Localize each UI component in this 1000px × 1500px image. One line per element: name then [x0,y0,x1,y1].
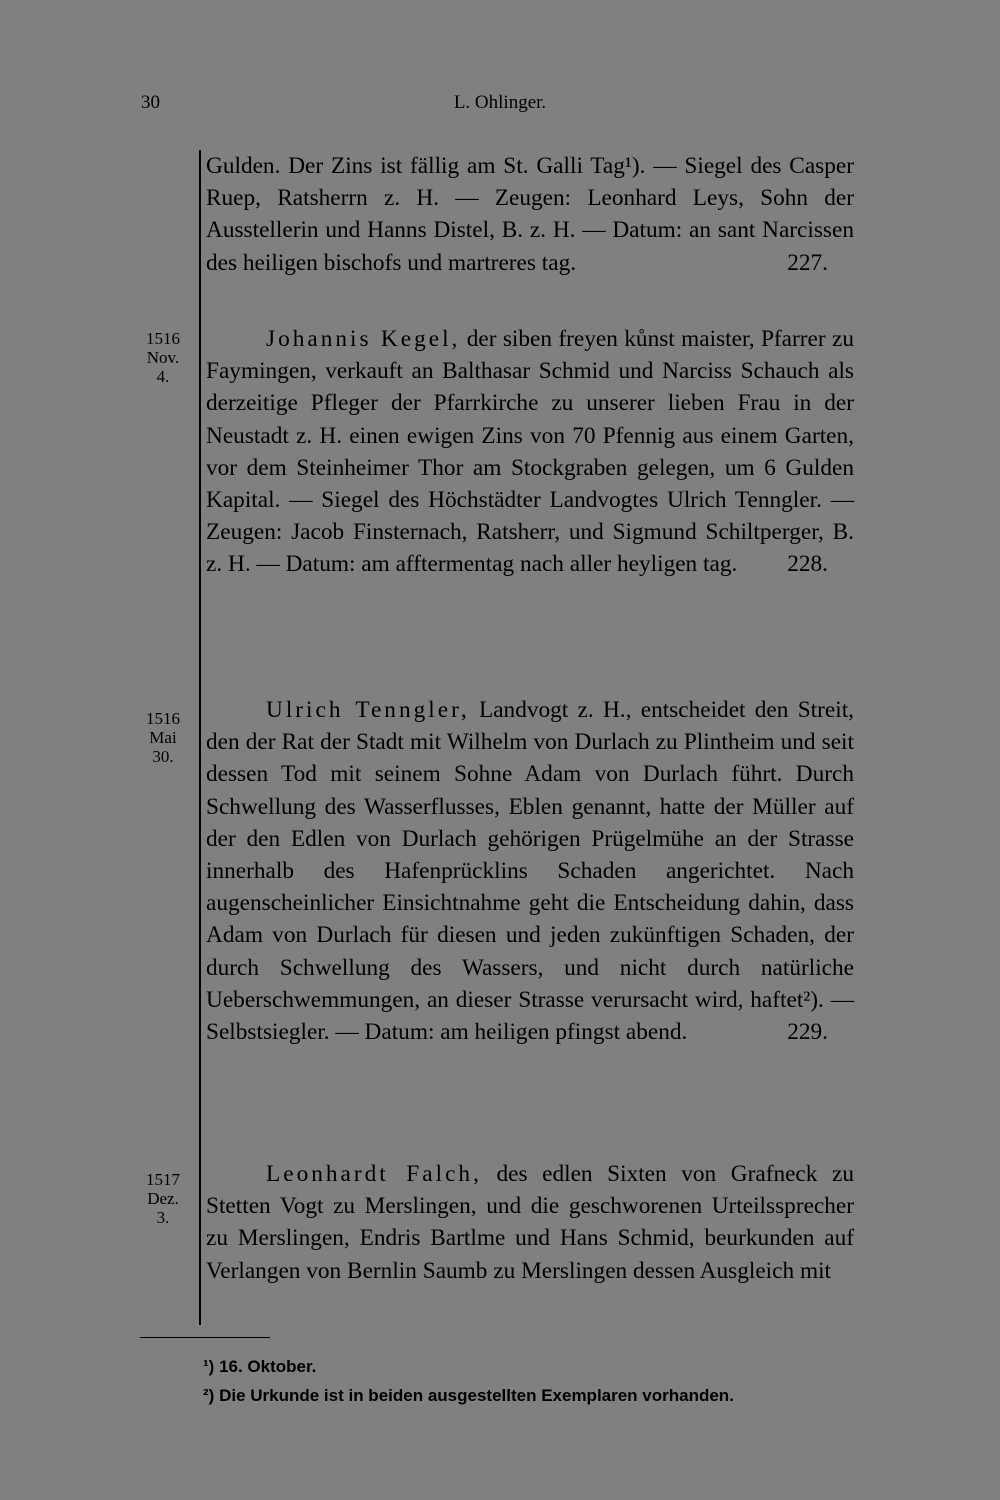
date-day: 4. [156,367,170,386]
running-title: L. Ohlinger. [453,92,547,113]
footnote-mark: ²) [203,1386,215,1405]
entry-text: Ulrich Tenngler, Landvogt z. H., entscheidet den Streit, den der Rat der Stadt mit Wilhelm von Durlach zu Plintheim und seit dessen Tod mit seinem Sohne Adam von Durlach führt. Durch Schwellung des Wasserflusses, Eblen genannt, hatte der Müller auf der den Edlen von Durlach gehörigen Prügelmühe an der Strasse innerhalb des Hafenprücklins Schaden angerichtet. Nach augenscheinlicher Einsichtnahme geht die Entscheidung dahin, dass Adam von Durlach für diesen und jeden zukünftigen Schaden, der durch Schwellung des Wassers, und nicht durch natürliche Ueberschwemmungen, an dieser Strasse verursacht wird, haftet²). — Selbstsiegler. — Datum: am heiligen pfingst abend. 229. [206,694,854,1048]
footnote-text: 16. Oktober. [219,1357,317,1376]
date-month: Dez. [147,1189,179,1208]
entry-number: 229. [787,1019,828,1046]
date-month: Mai [149,728,177,747]
entry-number: 228. [787,551,828,578]
entry-227 [206,150,854,279]
entry-text: Johannis Kegel, der siben freyen kůnst maister, Pfarrer zu Faymingen, verkauft an Balthasar Schmid und Narciss Schauch als derzeitige Pfleger der Pfarrkirche zu unserer lieben Frau in der Neustadt z. H. einen ewigen Zins von 70 Pfennig aus einem Garten, vor dem Steinheimer Thor am Stockgraben gelegen, um 6 Gulden Kapital. — Siegel des Höchstädter Landvogtes Ulrich Tenngler. — Zeugen: Jacob Finsternach, Ratsherr, und Sigmund Schiltperger, B. z. H. — Datum: am afftermentag nach aller heyligen tag. 228. [206,323,854,581]
entry-issuer: Ulrich Tenngler, [266,697,470,723]
footnote-text: Die Urkunde ist in beiden ausgestellten Exemplaren vorhanden. [219,1386,734,1405]
margin-date-230 [130,1170,196,1227]
margin-rule [199,150,201,1325]
page-number: 30 [141,92,160,113]
footnote-1 [203,1352,903,1381]
footnote-2 [203,1381,903,1410]
date-year: 1516 [146,329,180,348]
date-year: 1516 [146,709,180,728]
entry-issuer: Leonhardt Falch, [266,1161,482,1187]
entry-text: Leonhardt Falch, des edlen Sixten von Grafneck zu Stetten Vogt zu Merslingen, und die geschworenen Urteilssprecher zu Merslingen, Endris Bartlme und Hans Schmid, beurkunden auf Verlangen von Bernlin Saumb zu Merslingen dessen Ausgleich mit [206,1161,854,1284]
entry-issuer: Johannis Kegel, [266,326,461,352]
page-header [0,92,1000,124]
entry-text: Gulden. Der Zins ist fällig am St. Galli Tag¹). — Siegel des Casper Ruep, Ratsherrn z. H. — Zeugen: Leonhard Leys, Sohn der Ausstellerin und Hanns Distel, B. z. H. — Datum: an sant Narcissen des heiligen bischofs und martreres tag. 227. [206,150,854,279]
entry-230 [206,1158,854,1287]
footnotes [203,1352,903,1410]
date-day: 30. [152,747,174,766]
entry-228 [206,323,854,581]
margin-date-228 [130,329,196,386]
date-year: 1517 [146,1170,180,1189]
entry-229 [206,694,854,1048]
date-day: 3. [156,1208,170,1227]
margin-date-229 [130,709,196,766]
entry-number: 227. [787,249,828,276]
footnote-rule [140,1337,270,1338]
date-month: Nov. [146,348,180,367]
footnote-mark: ¹) [203,1357,215,1376]
